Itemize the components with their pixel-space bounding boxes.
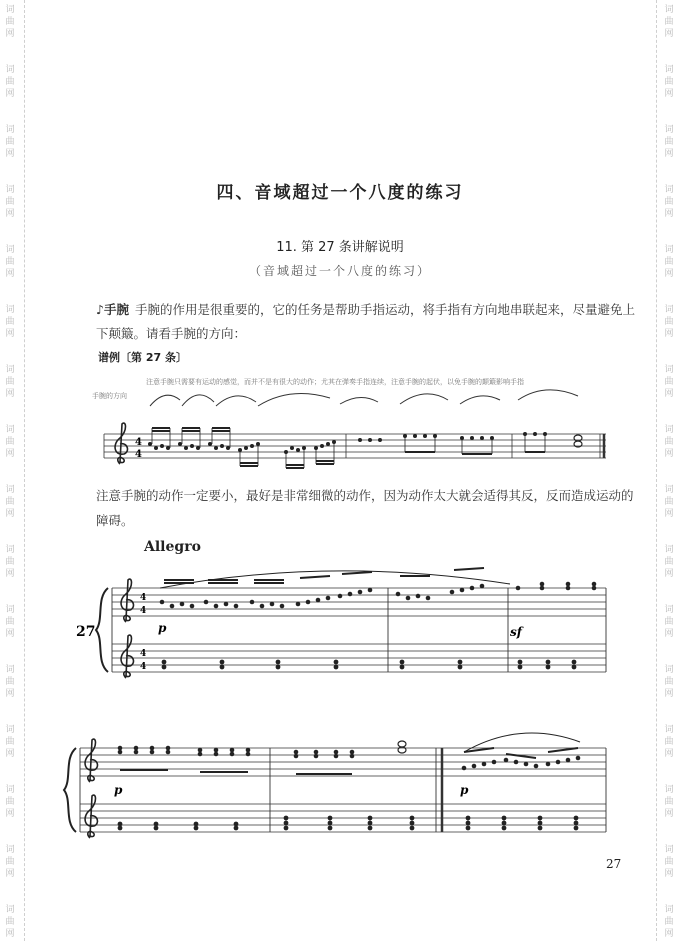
watermark: 词 曲 网	[664, 665, 674, 699]
watermark: 词 曲 网	[5, 125, 15, 159]
watermark: 词 曲 网	[5, 725, 15, 759]
chapter-title: 四、音域超过一个八度的练习	[216, 183, 464, 203]
system-1-barlines	[112, 588, 606, 672]
watermark: 词 曲 网	[664, 545, 674, 579]
watermark: 词 曲 网	[5, 185, 15, 219]
svg-text:4: 4	[140, 593, 147, 603]
dynamic-p-2: p	[114, 783, 123, 797]
score-system-2	[0, 712, 680, 852]
watermark: 词 曲 网	[5, 245, 15, 279]
page-number: 27	[606, 857, 622, 871]
wrist-direction-arcs	[150, 390, 578, 406]
wrist-paragraph	[96, 298, 636, 346]
caution-paragraph: 注意手腕的动作一定要小，最好是非常细微的动作，因为动作太大就会适得其反，反而造成运动的障碍。	[96, 488, 634, 528]
watermark: 词 曲 网	[5, 605, 15, 639]
system-2-run-notes	[462, 756, 581, 771]
watermark: 词 曲 网	[5, 845, 15, 879]
watermark: 词 曲 网	[664, 5, 674, 39]
example-time-bottom: 4	[135, 449, 142, 460]
watermark: 词 曲 网	[5, 425, 15, 459]
watermark: 词 曲 网	[5, 785, 15, 819]
system-2-treble-chords	[118, 746, 355, 759]
system-1-bass-staff	[112, 644, 606, 672]
system-1-bass-chords	[162, 660, 577, 670]
wrist-lead: ♪手腕	[96, 302, 129, 317]
example-score	[0, 368, 680, 488]
svg-text:4: 4	[140, 606, 147, 616]
dynamic-sf: sf	[510, 625, 522, 639]
system-1-brace	[96, 588, 108, 672]
watermark: 词 曲 网	[5, 485, 15, 519]
example-staff-lines	[104, 434, 606, 458]
watermark: 词 曲 网	[664, 905, 674, 939]
watermark: 词 曲 网	[5, 365, 15, 399]
wrist-text: 手腕的作用是很重要的，它的任务是帮助手指运动，将手指有方向地串联起来，尽量避免上下颠簸。请看手腕的方向：	[96, 302, 635, 341]
watermark: 词 曲 网	[664, 65, 674, 99]
system-2-brace	[64, 748, 76, 832]
system-2-clefs	[85, 739, 97, 838]
system-1-clefs	[121, 579, 133, 678]
dynamic-p-1: p	[158, 621, 167, 635]
exercise-number: 27	[76, 624, 96, 640]
watermark: 词 曲 网	[664, 365, 674, 399]
watermark: 词 曲 网	[664, 305, 674, 339]
watermark: 词 曲 网	[664, 785, 674, 819]
watermark: 词 曲 网	[5, 65, 15, 99]
watermark: 词 曲 网	[5, 305, 15, 339]
system-1-time-signatures	[140, 593, 146, 672]
watermark: 词 曲 网	[664, 245, 674, 279]
system-2-barlines	[80, 748, 606, 832]
watermark: 词 曲 网	[664, 125, 674, 159]
watermark: 词 曲 网	[664, 605, 674, 639]
section-title: 11. 第 27 条讲解说明	[276, 240, 404, 255]
watermark: 词 曲 网	[664, 845, 674, 879]
example-label: 谱例〔第 27 条〕	[98, 351, 187, 364]
score-system-1	[0, 558, 680, 698]
watermark: 词 曲 网	[664, 725, 674, 759]
watermark: 词 曲 网	[664, 185, 674, 219]
dynamic-p-3: p	[460, 783, 469, 797]
system-2-whole-chord	[398, 741, 406, 747]
watermark: 词 曲 网	[664, 425, 674, 459]
system-1-beams	[164, 568, 484, 583]
watermark: 词 曲 网	[664, 485, 674, 519]
watermark: 词 曲 网	[5, 905, 15, 939]
svg-text:4: 4	[140, 649, 147, 659]
section-subtitle: （音域超过一个八度的练习）	[248, 264, 431, 278]
tempo-marking: Allegro	[144, 539, 201, 555]
example-time-top: 4	[135, 437, 142, 448]
svg-text:4: 4	[140, 662, 147, 672]
watermark: 词 曲 网	[5, 545, 15, 579]
example-notes	[148, 432, 547, 454]
system-2-beams	[120, 748, 578, 774]
watermark: 词 曲 网	[5, 5, 15, 39]
annotation-line-1: 注意手腕只需要有运动的感觉，而并不是有很大的动作；尤其在弹奏手指连续，注意手腕的起伏，以免手腕的颠簸影响手指	[146, 378, 524, 386]
system-2-bass-staff	[80, 804, 606, 832]
watermark: 词 曲 网	[5, 665, 15, 699]
annotation-line-2: 手腕的方向	[92, 392, 127, 400]
